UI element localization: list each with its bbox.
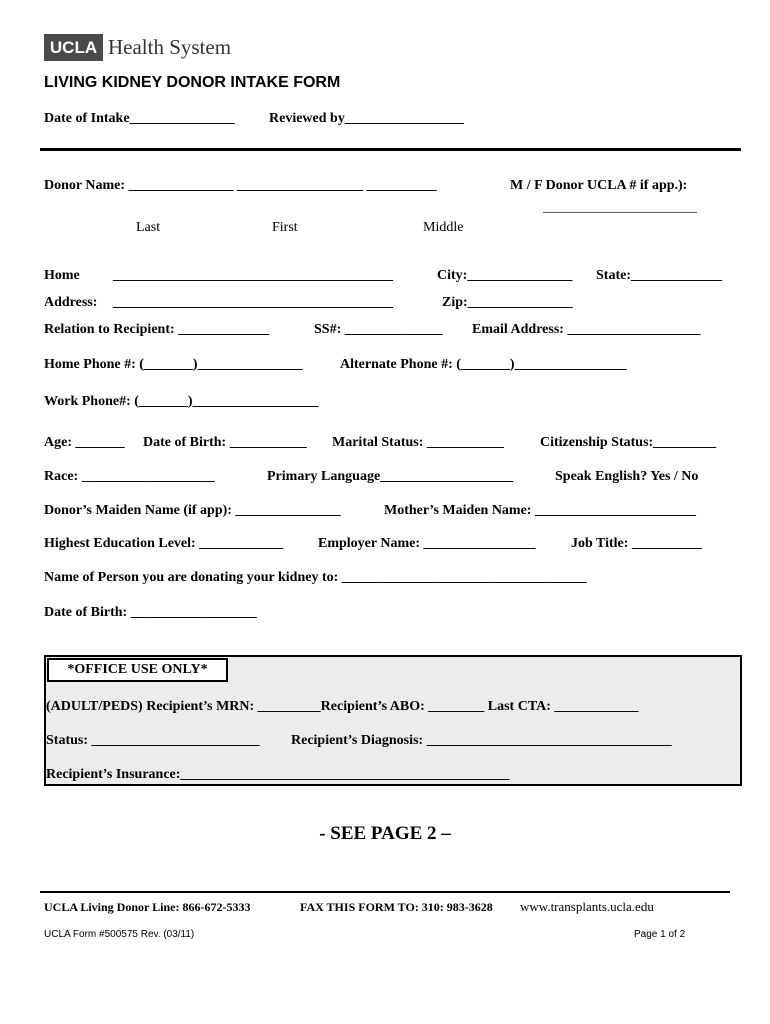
address-label: Address:	[44, 295, 98, 310]
sex-and-ucla-number-label: M / F Donor UCLA # if app.):	[510, 178, 688, 193]
donor-name-field[interactable]: Donor Name: _______________ __________________ __________	[44, 178, 437, 193]
footer-divider	[40, 891, 730, 893]
reviewed-by-field[interactable]: Reviewed by_________________	[269, 111, 464, 126]
job-title-field[interactable]: Job Title: __________	[571, 536, 702, 551]
recipient-date-of-birth-field[interactable]: Date of Birth: __________________	[44, 605, 257, 620]
alternate-phone-field[interactable]: Alternate Phone #: (_______)________________	[340, 357, 627, 372]
email-field[interactable]: Email Address: ___________________	[472, 322, 701, 337]
recipient-name-field[interactable]: Name of Person you are donating your kidney to: ___________________________________	[44, 570, 587, 585]
date-of-birth-field[interactable]: Date of Birth: ___________	[143, 435, 307, 450]
citizenship-status-field[interactable]: Citizenship Status:_________	[540, 435, 717, 450]
last-name-caption: Last	[136, 220, 161, 235]
page-number: Page 1 of 2	[634, 929, 686, 940]
speak-english-choice[interactable]: Speak English? Yes / No	[555, 469, 699, 484]
form-title: LIVING KIDNEY DONOR INTAKE FORM	[44, 74, 341, 91]
date-of-intake-field[interactable]: Date of Intake_______________	[44, 111, 235, 126]
mothers-maiden-name-field[interactable]: Mother’s Maiden Name: _______________________	[384, 503, 696, 518]
primary-language-field[interactable]: Primary Language___________________	[267, 469, 514, 484]
address-line-1-field[interactable]: ________________________________________	[113, 268, 393, 283]
education-level-field[interactable]: Highest Education Level: ____________	[44, 536, 284, 551]
city-field[interactable]: City:_______________	[437, 268, 573, 283]
home-label: Home	[44, 268, 80, 283]
race-field[interactable]: Race: ___________________	[44, 469, 215, 484]
donor-maiden-name-field[interactable]: Donor’s Maiden Name (if app): _______________	[44, 503, 341, 518]
website-link[interactable]: www.transplants.ucla.edu	[520, 899, 654, 914]
middle-name-caption: Middle	[423, 220, 464, 235]
address-line-2-field[interactable]: ________________________________________	[113, 295, 393, 310]
donor-line-phone: UCLA Living Donor Line: 866-672-5333	[44, 900, 251, 914]
status-field[interactable]: Status: ________________________	[46, 733, 260, 748]
relation-to-recipient-field[interactable]: Relation to Recipient: _____________	[44, 322, 270, 337]
marital-status-field[interactable]: Marital Status: ___________	[332, 435, 504, 450]
age-field[interactable]: Age: _______	[44, 435, 125, 450]
form-number: UCLA Form #500575 Rev. (03/11)	[44, 929, 195, 940]
recipient-diagnosis-field[interactable]: Recipient’s Diagnosis: ___________________________________	[291, 733, 672, 748]
header-divider	[40, 148, 741, 151]
home-phone-field[interactable]: Home Phone #: (_______)_______________	[44, 357, 303, 372]
see-page-2-note: - SEE PAGE 2 –	[319, 823, 451, 844]
ucla-number-field[interactable]: ______________________	[543, 200, 697, 215]
recipient-mrn-row[interactable]: (ADULT/PEDS) Recipient’s MRN: _________Recipient’s ABO: ________ Last CTA: ____________	[46, 699, 639, 714]
fax-number: FAX THIS FORM TO: 310: 983-3628	[300, 900, 493, 914]
office-use-only-tag: *OFFICE USE ONLY*	[47, 658, 228, 682]
first-name-caption: First	[272, 220, 298, 235]
ucla-logo-mark: UCLA	[44, 34, 103, 61]
state-field[interactable]: State:_____________	[596, 268, 722, 283]
employer-name-field[interactable]: Employer Name: ________________	[318, 536, 536, 551]
work-phone-field[interactable]: Work Phone#: (_______)__________________	[44, 394, 319, 409]
logo-health-system-text: Health System	[108, 35, 232, 59]
zip-field[interactable]: Zip:_______________	[442, 295, 573, 310]
recipient-insurance-field[interactable]: Recipient’s Insurance:_______________________________________________	[46, 767, 510, 782]
ssn-field[interactable]: SS#: ______________	[314, 322, 443, 337]
